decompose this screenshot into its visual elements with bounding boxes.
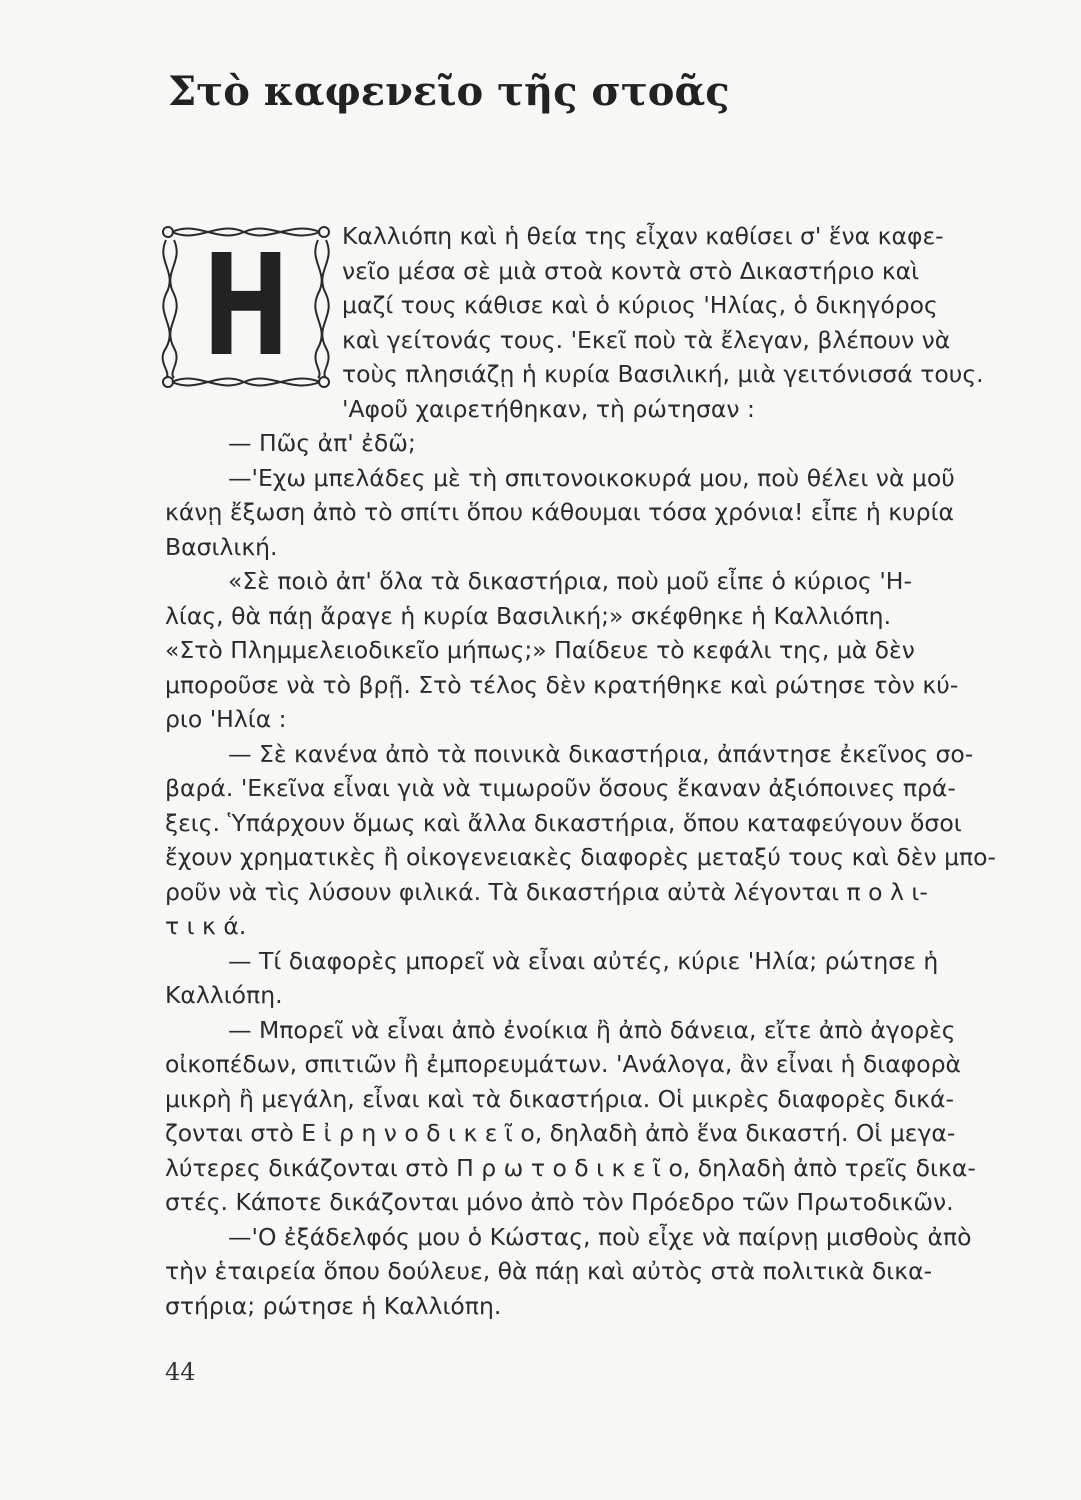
- text-line: λίας, θὰ πάῃ ἄραγε ἡ κυρία Βασιλική;» σκέφθηκε ἡ Καλλιόπη.: [165, 602, 892, 630]
- text-line: καὶ γείτονάς τους. 'Εκεῖ ποὺ τὰ ἔλεγαν, βλέπουν νὰ: [342, 326, 951, 354]
- text-line: στές. Κάποτε δικάζονται μόνο ἀπὸ τὸν Πρόεδρο τῶν Πρωτοδικῶν.: [165, 1188, 954, 1216]
- text-line: ἔχουν χρηματικὲς ἢ οἰκογενειακὲς διαφορὲς μεταξύ τους καὶ δὲν μπο-: [165, 843, 997, 871]
- text-line: μαζί τους κάθισε καὶ ὁ κύριος 'Ηλίας, ὁ δικηγόρος: [342, 291, 938, 319]
- text-line: βαρά. 'Εκεῖνα εἶναι γιὰ νὰ τιμωροῦν ὅσους ἔκαναν ἀξιόποινες πρά-: [165, 774, 956, 802]
- drop-cap-ornament: [158, 222, 334, 392]
- text-line: ξεις. Ὑπάρχουν ὅμως καὶ ἄλλα δικαστήρια, ὅπου καταφεύγουν ὅσοι: [165, 809, 962, 837]
- text-line: κάνῃ ἔξωση ἀπὸ τὸ σπίτι ὅπου κάθουμαι τόσα χρόνια! εἶπε ἡ κυρία: [165, 498, 955, 526]
- text-line: — Μπορεῖ νὰ εἶναι ἀπὸ ἐνοίκια ἢ ἀπὸ δάνεια, εἴτε ἀπὸ ἀγορὲς: [228, 1016, 956, 1044]
- text-line: — Πῶς ἀπ' ἐδῶ;: [228, 429, 416, 457]
- text-line: —'Ο ἐξάδελφός μου ὁ Κώστας, ποὺ εἶχε νὰ παίρνῃ μισθοὺς ἀπὸ: [228, 1223, 972, 1251]
- text-line: ριο 'Ηλία :: [165, 705, 287, 733]
- text-line: ροῦν νὰ τὶς λύσουν φιλικά. Τὰ δικαστήρια αὐτὰ λέγονται π ο λ ι-: [165, 878, 928, 906]
- text-line: —'Εχω μπελάδες μὲ τὴ σπιτονοικοκυρά μου, ποὺ θέλει νὰ μοῦ: [228, 464, 955, 492]
- text-line: «Στὸ Πλημμελειοδικεῖο μήπως;» Παίδευε τὸ κεφάλι της, μὰ δὲν: [165, 636, 915, 664]
- text-line: — Τί διαφορὲς μπορεῖ νὰ εἶναι αὐτές, κύριε 'Ηλία; ρώτησε ἡ: [228, 947, 939, 975]
- text-line: ζονται στὸ Ε ἰ ρ η ν ο δ ι κ ε ῖ ο, δηλαδὴ ἀπὸ ἕνα δικαστή. Οἱ μεγα-: [165, 1119, 956, 1147]
- text-line: τοὺς πλησιάζῃ ἡ κυρία Βασιλική, μιὰ γειτόνισσά τους.: [342, 360, 984, 388]
- text-line: λύτερες δικάζονται στὸ Π ρ ω τ ο δ ι κ ε ῖ ο, δηλαδὴ ἀπὸ τρεῖς δικα-: [165, 1154, 976, 1182]
- text-line: Βασιλική.: [165, 533, 278, 561]
- text-line: οἰκοπέδων, σπιτιῶν ἢ ἐμπορευμάτων. 'Ανάλογα, ἂν εἶναι ἡ διαφορὰ: [165, 1050, 962, 1078]
- page-number: 44: [165, 1358, 196, 1386]
- text-line: στήρια; ρώτησε ἡ Καλλιόπη.: [165, 1292, 502, 1320]
- text-line: τὴν ἑταιρεία ὅπου δούλευε, θὰ πάῃ καὶ αὐτὸς στὰ πολιτικὰ δικα-: [165, 1257, 933, 1285]
- text-line: 'Αφοῦ χαιρετήθηκαν, τὴ ρώτησαν :: [342, 395, 755, 423]
- text-line: — Σὲ κανένα ἀπὸ τὰ ποινικὰ δικαστήρια, ἀπάντησε ἐκεῖνος σο-: [228, 740, 974, 768]
- chapter-title: Στὸ καφενεῖο τῆς στοᾶς: [168, 68, 730, 115]
- text-line: μποροῦσε νὰ τὸ βρῇ. Στὸ τέλος δὲν κρατήθηκε καὶ ρώτησε τὸν κύ-: [165, 671, 959, 699]
- text-line: Καλλιόπη.: [165, 981, 283, 1009]
- text-line: «Σὲ ποιὸ ἀπ' ὅλα τὰ δικαστήρια, ποὺ μοῦ εἶπε ὁ κύριος 'Η-: [228, 567, 912, 595]
- text-line: τ ι κ ά.: [165, 912, 247, 940]
- drop-cap-letter: Η: [202, 225, 290, 388]
- text-line: μικρὴ ἢ μεγάλη, εἶναι καὶ τὰ δικαστήρια. Οἱ μικρὲς διαφορὲς δικά-: [165, 1085, 954, 1113]
- text-line: Καλλιόπη καὶ ἡ θεία της εἶχαν καθίσει σ' ἕνα καφε-: [342, 222, 944, 250]
- text-line: νεῖο μέσα σὲ μιὰ στοὰ κοντὰ στὸ Δικαστήριο καὶ: [342, 257, 920, 285]
